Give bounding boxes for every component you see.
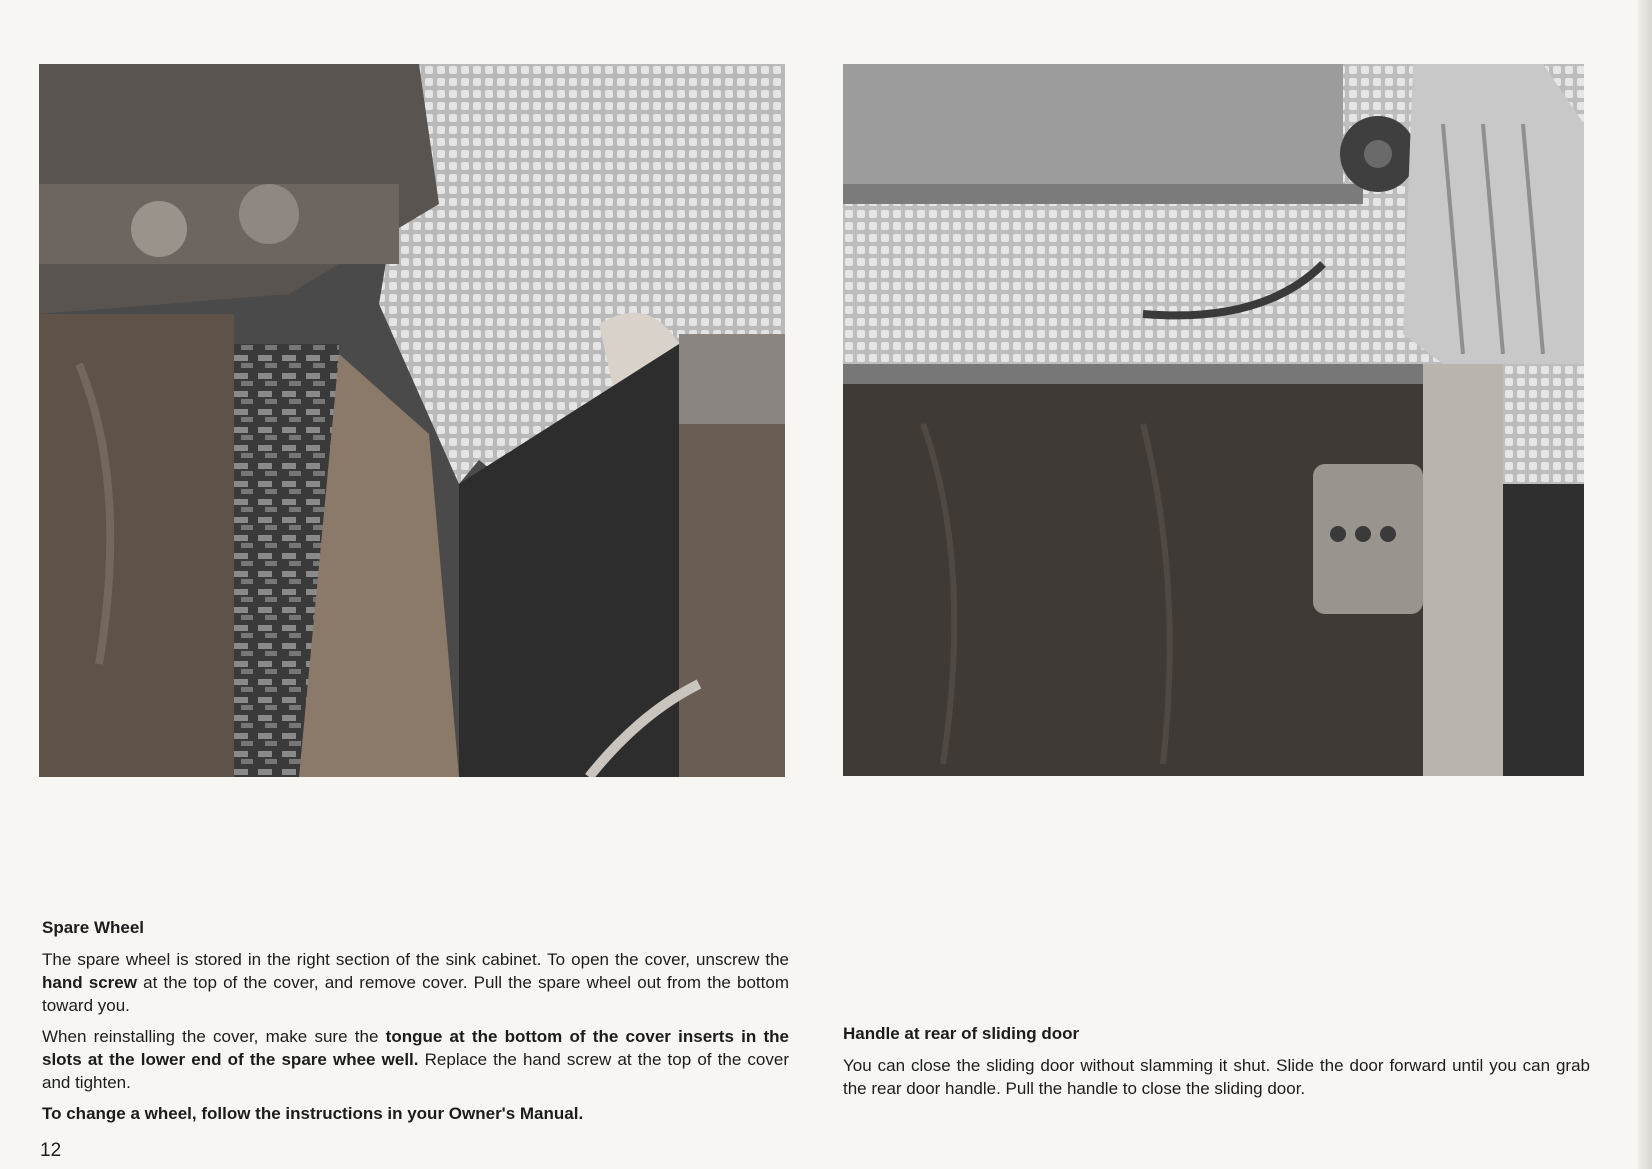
binding-edge bbox=[1638, 0, 1652, 1169]
sliding-door-photo bbox=[843, 64, 1584, 776]
spare-wheel-section bbox=[42, 918, 789, 1125]
spare-wheel-photo bbox=[39, 64, 785, 777]
sliding-door-section bbox=[843, 1024, 1590, 1100]
page-number: 12 bbox=[40, 1140, 62, 1161]
spare-wheel-paragraph-1: The spare wheel is stored in the right section of the sink cabinet. To open the cover, unscrew the hand screw at the top of the cover, and remove cover. Pull the spare wheel out from the bottom toward you. bbox=[42, 950, 789, 1015]
sliding-door-paragraph: You can close the sliding door without slamming it shut. Slide the door forward until you can grab the rear door handle. Pull the handle to close the sliding door. bbox=[843, 1056, 1590, 1098]
sliding-door-heading: Handle at rear of sliding door bbox=[843, 1024, 1080, 1043]
spare-wheel-heading: Spare Wheel bbox=[42, 918, 145, 937]
spare-wheel-paragraph-2: When reinstalling the cover, make sure the tongue at the bottom of the cover inserts in the slots at the lower end of the spare whee well. Replace the hand screw at the top of the cover and tighten. bbox=[42, 1027, 789, 1092]
spare-wheel-illustration bbox=[39, 64, 785, 777]
sliding-door-illustration bbox=[843, 64, 1584, 776]
spare-wheel-paragraph-3: To change a wheel, follow the instructions in your Owner's Manual. bbox=[42, 1104, 584, 1123]
